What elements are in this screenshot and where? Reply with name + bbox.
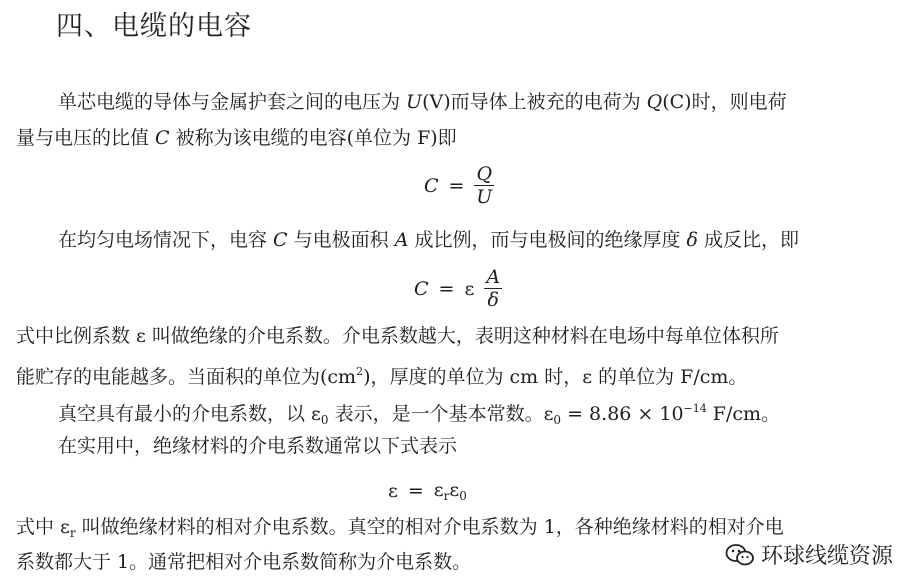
text-run: 式中 <box>16 516 61 538</box>
text-run: 式中比例系数 <box>16 325 137 347</box>
text-run: 叫做绝缘材料的相对介电系数。真空的相对介电系数为 1，各种绝缘材料的相对介电 <box>75 516 784 538</box>
symbol-C: C <box>273 229 288 251</box>
text-run: 成比例，而与电极间的绝缘厚度 <box>408 229 687 251</box>
text-run: F/cm。 <box>706 403 781 425</box>
superscript: 2 <box>356 365 364 378</box>
paragraph-3-line-1 <box>16 324 779 348</box>
symbol-A: A <box>394 229 409 251</box>
text-run: 量与电压的比值 <box>16 127 156 149</box>
eq-numerator: Q <box>476 163 493 185</box>
symbol-U: U <box>406 91 423 113</box>
eq-equals: = <box>407 480 424 502</box>
text-run: )，厚度的单位为 cm 时， <box>363 366 583 388</box>
paragraph-2 <box>58 228 799 252</box>
superscript: −14 <box>683 402 707 415</box>
paragraph-6-line-2: 系数都大于 1。通常把相对介电系数简称为介电系数。 <box>16 551 472 573</box>
paragraph-4 <box>58 397 780 432</box>
text-run: 表示，是一个基本常数。 <box>328 403 544 425</box>
text-run: 被称为该电缆的电容(单位为 F)即 <box>169 127 457 149</box>
watermark-text: 环球线缆资源 <box>760 544 893 569</box>
symbol-epsilon: ε <box>311 403 321 425</box>
equation-capacitance <box>424 163 494 208</box>
symbol-epsilon: ε <box>433 479 444 501</box>
subscript: 0 <box>320 413 329 427</box>
eq-numerator: A <box>486 266 501 288</box>
symbol-epsilon: ε <box>136 325 146 347</box>
eq-denominator: U <box>476 186 493 208</box>
section-heading: 四、电缆的电容 <box>56 11 252 42</box>
text-run: = 8.86 × 10 <box>561 403 684 425</box>
eq-equals: = <box>448 174 465 197</box>
equation-capacitance-geometry <box>414 266 502 311</box>
eq-fraction <box>474 163 494 208</box>
eq-equals: = <box>438 277 455 300</box>
symbol-epsilon: ε <box>449 479 460 501</box>
subscript: r <box>69 526 76 540</box>
text-run: 真空具有最小的介电系数，以 <box>58 403 312 425</box>
wechat-icon <box>725 543 755 567</box>
eq-lhs: ε <box>388 480 398 502</box>
symbol-epsilon: ε <box>582 366 593 388</box>
watermark <box>725 539 893 570</box>
paragraph-1-line-2 <box>16 126 457 150</box>
text-run: 能贮存的电能越多。当面积的单位为(cm <box>16 366 357 388</box>
text-run: 的单位为 F/cm。 <box>592 366 748 388</box>
text-run: 与电极面积 <box>287 229 395 251</box>
eq-lhs: C <box>414 277 429 300</box>
symbol-epsilon: ε <box>543 403 554 425</box>
symbol-epsilon: ε <box>60 516 70 538</box>
paragraph-6-line-1 <box>16 515 784 545</box>
eq-denominator: δ <box>487 289 499 311</box>
symbol-delta: δ <box>686 229 698 251</box>
eq-rhs <box>434 479 467 503</box>
paragraph-5: 在实用中，绝缘材料的介电系数通常以下式表示 <box>58 435 458 457</box>
subscript: r <box>443 489 450 503</box>
text-run: (V)而导体上被充的电荷为 <box>422 91 647 113</box>
symbol-Q: Q <box>646 91 663 113</box>
eq-lhs: C <box>424 174 439 197</box>
subscript: 0 <box>459 489 467 503</box>
paragraph-3-line-2 <box>16 360 747 389</box>
symbol-C: C <box>155 127 170 149</box>
paragraph-1-line-1 <box>58 90 787 114</box>
subscript: 0 <box>553 413 562 427</box>
equation-permittivity <box>388 479 467 503</box>
text-run: 在均匀电场情况下，电容 <box>58 229 274 251</box>
text-run: 叫做绝缘的介电系数。介电系数越大，表明这种材料在电场中每单位体积所 <box>145 325 779 347</box>
eq-fraction <box>484 266 502 311</box>
text-run: 单芯电缆的导体与金属护套之间的电压为 <box>58 91 407 113</box>
text-run: (C)时，则电荷 <box>662 91 787 113</box>
eq-epsilon: ε <box>464 277 475 300</box>
text-run: 成反比，即 <box>697 229 800 251</box>
